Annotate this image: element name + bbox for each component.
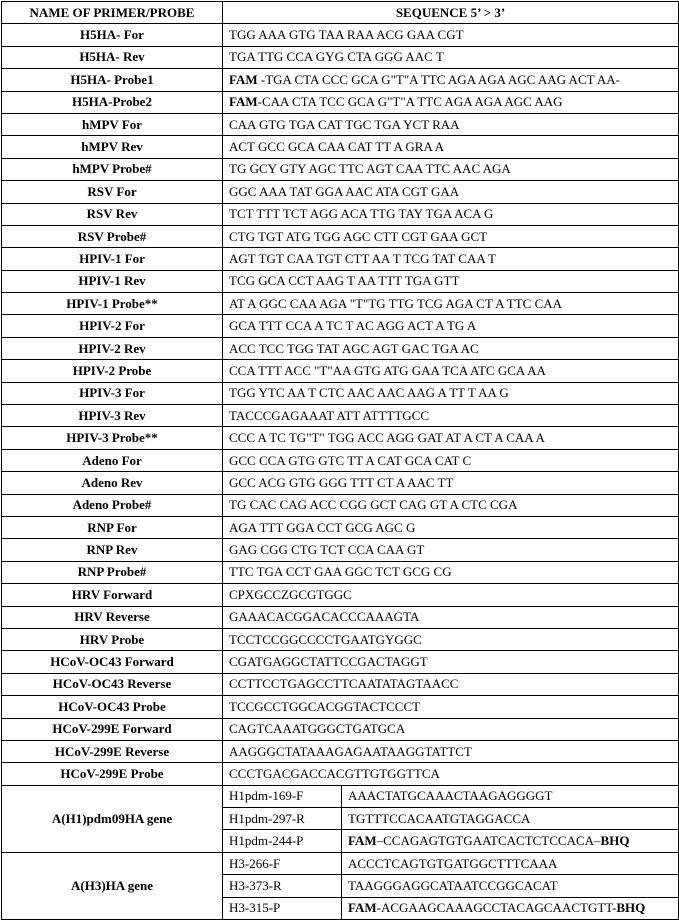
table-row bbox=[2, 337, 679, 359]
header-name: NAME OF PRIMER/PROBE bbox=[2, 2, 223, 24]
sequence-text: TGG AAA GTG TAA RAA ACG GAA CGT bbox=[229, 27, 464, 43]
table-row bbox=[2, 382, 679, 404]
table-row bbox=[2, 24, 679, 46]
sequence-text: TGG YTC AA T CTC AAC AAC AAG A TT T AA G bbox=[229, 385, 509, 401]
primer-name: Adeno Probe# bbox=[2, 494, 223, 516]
sequence-text: ACC TCC TGG TAT AGC AGT GAC TGA AC bbox=[229, 340, 479, 356]
sequence-cell bbox=[223, 293, 679, 315]
sequence-text: AGA TTT GGA CCT GCG AGC G bbox=[229, 519, 416, 535]
sequence-cell bbox=[223, 315, 679, 337]
sequence-cell bbox=[223, 561, 679, 583]
sequence-text: GGC AAA TAT GGA AAC ATA CGT GAA bbox=[229, 183, 460, 199]
primer-name: HPIV-1 For bbox=[2, 248, 223, 270]
primer-name: Adeno Rev bbox=[2, 472, 223, 494]
group-row bbox=[2, 785, 679, 807]
sequence-text: TCG GCA CCT AAG T AA TTT TGA GTT bbox=[229, 273, 460, 289]
primer-id: H1pdm-297-R bbox=[223, 808, 342, 830]
sequence-text: –CCAGAGTGTGAATCACTCTCCACA– bbox=[376, 833, 601, 849]
table-row bbox=[2, 405, 679, 427]
sequence-text: GAG CGG CTG TCT CCA CAA GT bbox=[229, 542, 425, 558]
primer-name: HCoV-299E Probe bbox=[2, 763, 223, 785]
table-row bbox=[2, 203, 679, 225]
sequence-cell bbox=[223, 539, 679, 561]
sequence-cell bbox=[223, 113, 679, 135]
sequence-text: TGTTTCCACAATGTAGGACCA bbox=[348, 810, 531, 826]
table-row bbox=[2, 427, 679, 449]
table-row bbox=[2, 718, 679, 740]
sequence-cell bbox=[223, 516, 679, 538]
sequence-cell bbox=[223, 584, 679, 606]
table-row bbox=[2, 494, 679, 516]
gene-group-name: A(H3)HA gene bbox=[2, 852, 223, 919]
primer-name: hMPV Probe# bbox=[2, 158, 223, 180]
sequence-cell bbox=[223, 405, 679, 427]
table-row bbox=[2, 606, 679, 628]
table-row bbox=[2, 69, 679, 91]
table-row bbox=[2, 628, 679, 650]
primer-id: H3-266-F bbox=[223, 852, 342, 874]
table-row bbox=[2, 113, 679, 135]
sequence-text: CCCTGACGACCACGTTGTGGTTCA bbox=[229, 765, 440, 781]
sequence-text: TCT TTT TCT AGG ACA TTG TAY TGA ACA G bbox=[229, 206, 494, 222]
table-row bbox=[2, 91, 679, 113]
sequence-text: TCCGCCTGGCACGGTACTCCCT bbox=[229, 698, 421, 714]
table-row bbox=[2, 248, 679, 270]
sequence-cell bbox=[223, 248, 679, 270]
sequence-text: CCTTCCTGAGCCTTCAATATAGTAACC bbox=[229, 676, 459, 692]
primer-name: hMPV Rev bbox=[2, 136, 223, 158]
primer-name: hMPV For bbox=[2, 113, 223, 135]
sequence-cell bbox=[223, 718, 679, 740]
sequence-cell bbox=[223, 158, 679, 180]
primer-name: H5HA- Rev bbox=[2, 46, 223, 68]
sequence-text: CCA TTT ACC "T"AA GTG ATG GAA TCA ATC GCA AA bbox=[229, 362, 546, 378]
table-row bbox=[2, 315, 679, 337]
table-row bbox=[2, 472, 679, 494]
primer-name: RNP Probe# bbox=[2, 561, 223, 583]
sequence-cell bbox=[223, 270, 679, 292]
primer-name: HRV Reverse bbox=[2, 606, 223, 628]
sequence-text: AAGGGCTATAAAGAGAATAAGGTATTCT bbox=[229, 743, 472, 759]
sequence-text: ACT GCC GCA CAA CAT TT A GRA A bbox=[229, 139, 445, 155]
primer-name: HPIV-3 For bbox=[2, 382, 223, 404]
label-prefix: FAM bbox=[348, 900, 377, 916]
primer-name: HPIV-2 For bbox=[2, 315, 223, 337]
sequence-text: TG GCY GTY AGC TTC AGT CAA TTC AAC AGA bbox=[229, 161, 511, 177]
table-row bbox=[2, 516, 679, 538]
sequence-cell bbox=[342, 897, 679, 919]
primer-probe-table bbox=[1, 1, 679, 920]
sequence-text: GAAACACGGACACCCAAAGTA bbox=[229, 609, 420, 625]
table-row bbox=[2, 449, 679, 471]
primer-name: HRV Forward bbox=[2, 584, 223, 606]
label-prefix: FAM bbox=[229, 94, 258, 110]
table-row bbox=[2, 561, 679, 583]
table-row bbox=[2, 360, 679, 382]
sequence-text: TTC TGA CCT GAA GGC TCT GCG CG bbox=[229, 564, 452, 580]
sequence-text: GCC CCA GTG GTC TT A CAT GCA CAT C bbox=[229, 452, 472, 468]
primer-name: RSV Probe# bbox=[2, 225, 223, 247]
sequence-text: CGATGAGGCTATTCCGACTAGGT bbox=[229, 654, 428, 670]
sequence-cell bbox=[223, 360, 679, 382]
sequence-cell bbox=[223, 740, 679, 762]
sequence-text: ACCCTCAGTGTGATGGCTTTCAAA bbox=[348, 855, 558, 871]
sequence-text: GCC ACG GTG GGG TTT CT A AAC TT bbox=[229, 474, 454, 490]
header-row bbox=[2, 2, 679, 24]
primer-name: HCoV-OC43 Reverse bbox=[2, 673, 223, 695]
sequence-cell bbox=[342, 830, 679, 852]
gene-group-name: A(H1)pdm09HA gene bbox=[2, 785, 223, 852]
label-suffix: BHQ bbox=[600, 833, 630, 849]
table-row bbox=[2, 270, 679, 292]
table-row bbox=[2, 225, 679, 247]
sequence-cell bbox=[223, 696, 679, 718]
label-prefix: FAM bbox=[348, 833, 377, 849]
table-row bbox=[2, 763, 679, 785]
table-row bbox=[2, 46, 679, 68]
sequence-text: TGA TTG CCA GYG CTA GGG AAC T bbox=[229, 49, 444, 65]
sequence-text: CTG TGT ATG TGG AGC CTT CGT GAA GCT bbox=[229, 228, 488, 244]
sequence-text: AT A GGC CAA AGA "T"TG TTG TCG AGA CT A TTC CAA bbox=[229, 295, 563, 311]
sequence-cell bbox=[223, 203, 679, 225]
sequence-cell bbox=[223, 337, 679, 359]
table-row bbox=[2, 740, 679, 762]
table-row bbox=[2, 136, 679, 158]
sequence-cell bbox=[223, 763, 679, 785]
sequence-cell bbox=[342, 808, 679, 830]
table-row bbox=[2, 293, 679, 315]
sequence-cell bbox=[223, 225, 679, 247]
primer-name: RSV Rev bbox=[2, 203, 223, 225]
table-row bbox=[2, 181, 679, 203]
sequence-cell bbox=[223, 427, 679, 449]
sequence-cell bbox=[223, 494, 679, 516]
sequence-text: CCC A TC TG"T" TGG ACC AGG GAT AT A CT A CAA A bbox=[229, 430, 545, 446]
primer-name: HPIV-1 Rev bbox=[2, 270, 223, 292]
primer-id: H3-315-P bbox=[223, 897, 342, 919]
sequence-text: CPXGCCZGCGTGGC bbox=[229, 586, 352, 602]
sequence-cell bbox=[223, 449, 679, 471]
sequence-text: -ACGAAGCAAAGCCTACAGCAACTGTT- bbox=[376, 900, 617, 916]
primer-name: HPIV-2 Probe bbox=[2, 360, 223, 382]
label-suffix: BHQ bbox=[616, 900, 646, 916]
sequence-text: AGT TGT CAA TGT CTT AA T TCG TAT CAA T bbox=[229, 250, 496, 266]
sequence-text: -CAA CTA TCC GCA G"T"A TTC AGA AGA AGC AAG bbox=[257, 94, 563, 110]
table-row bbox=[2, 584, 679, 606]
primer-name: HCoV-299E Forward bbox=[2, 718, 223, 740]
primer-name: HCoV-299E Reverse bbox=[2, 740, 223, 762]
sequence-cell bbox=[223, 382, 679, 404]
table-row bbox=[2, 651, 679, 673]
sequence-text: CAGTCAAATGGGCTGATGCA bbox=[229, 721, 406, 737]
primer-name: H5HA- Probe1 bbox=[2, 69, 223, 91]
primer-name: HCoV-OC43 Probe bbox=[2, 696, 223, 718]
sequence-cell bbox=[223, 181, 679, 203]
sequence-cell bbox=[223, 46, 679, 68]
sequence-cell bbox=[223, 673, 679, 695]
sequence-cell bbox=[223, 651, 679, 673]
table-row bbox=[2, 539, 679, 561]
table-row bbox=[2, 158, 679, 180]
header-sequence: SEQUENCE 5’ > 3’ bbox=[223, 2, 679, 24]
sequence-text: AAACTATGCAAACTAAGAGGGGT bbox=[348, 788, 553, 804]
sequence-cell bbox=[223, 69, 679, 91]
sequence-text: GCA TTT CCA A TC T AC AGG ACT A TG A bbox=[229, 318, 477, 334]
primer-name: HRV Probe bbox=[2, 628, 223, 650]
primer-name: HPIV-1 Probe** bbox=[2, 293, 223, 315]
sequence-cell bbox=[223, 24, 679, 46]
sequence-cell bbox=[342, 852, 679, 874]
primer-name: Adeno For bbox=[2, 449, 223, 471]
primer-name: RNP For bbox=[2, 516, 223, 538]
primer-name: H5HA- For bbox=[2, 24, 223, 46]
sequence-text: TACCCGAGAAAT ATT ATTTTGCC bbox=[229, 407, 429, 423]
primer-name: RSV For bbox=[2, 181, 223, 203]
primer-name: HPIV-3 Probe** bbox=[2, 427, 223, 449]
primer-name: HPIV-3 Rev bbox=[2, 405, 223, 427]
primer-id: H1pdm-244-P bbox=[223, 830, 342, 852]
sequence-cell bbox=[342, 875, 679, 897]
primer-id: H3-373-R bbox=[223, 875, 342, 897]
sequence-text: TAAGGGAGGCATAATCCGGCACAT bbox=[348, 877, 558, 893]
primer-name: H5HA-Probe2 bbox=[2, 91, 223, 113]
sequence-cell bbox=[223, 136, 679, 158]
sequence-cell bbox=[223, 606, 679, 628]
sequence-text: -TGA CTA CCC GCA G"T"A TTC AGA AGA AGC AAG ACT AA- bbox=[257, 71, 620, 87]
primer-name: HCoV-OC43 Forward bbox=[2, 651, 223, 673]
sequence-cell bbox=[223, 472, 679, 494]
group-row bbox=[2, 852, 679, 874]
sequence-cell bbox=[342, 785, 679, 807]
sequence-cell bbox=[223, 628, 679, 650]
sequence-cell bbox=[223, 91, 679, 113]
primer-id: H1pdm-169-F bbox=[223, 785, 342, 807]
sequence-text: TG CAC CAG ACC CGG GCT CAG GT A CTC CGA bbox=[229, 497, 518, 513]
primer-name: RNP Rev bbox=[2, 539, 223, 561]
table-row bbox=[2, 696, 679, 718]
sequence-text: CAA GTG TGA CAT TGC TGA YCT RAA bbox=[229, 116, 460, 132]
table-row bbox=[2, 673, 679, 695]
label-prefix: FAM bbox=[229, 71, 258, 87]
sequence-text: TCCTCCGGCCCCTGAATGYGGC bbox=[229, 631, 422, 647]
primer-name: HPIV-2 Rev bbox=[2, 337, 223, 359]
